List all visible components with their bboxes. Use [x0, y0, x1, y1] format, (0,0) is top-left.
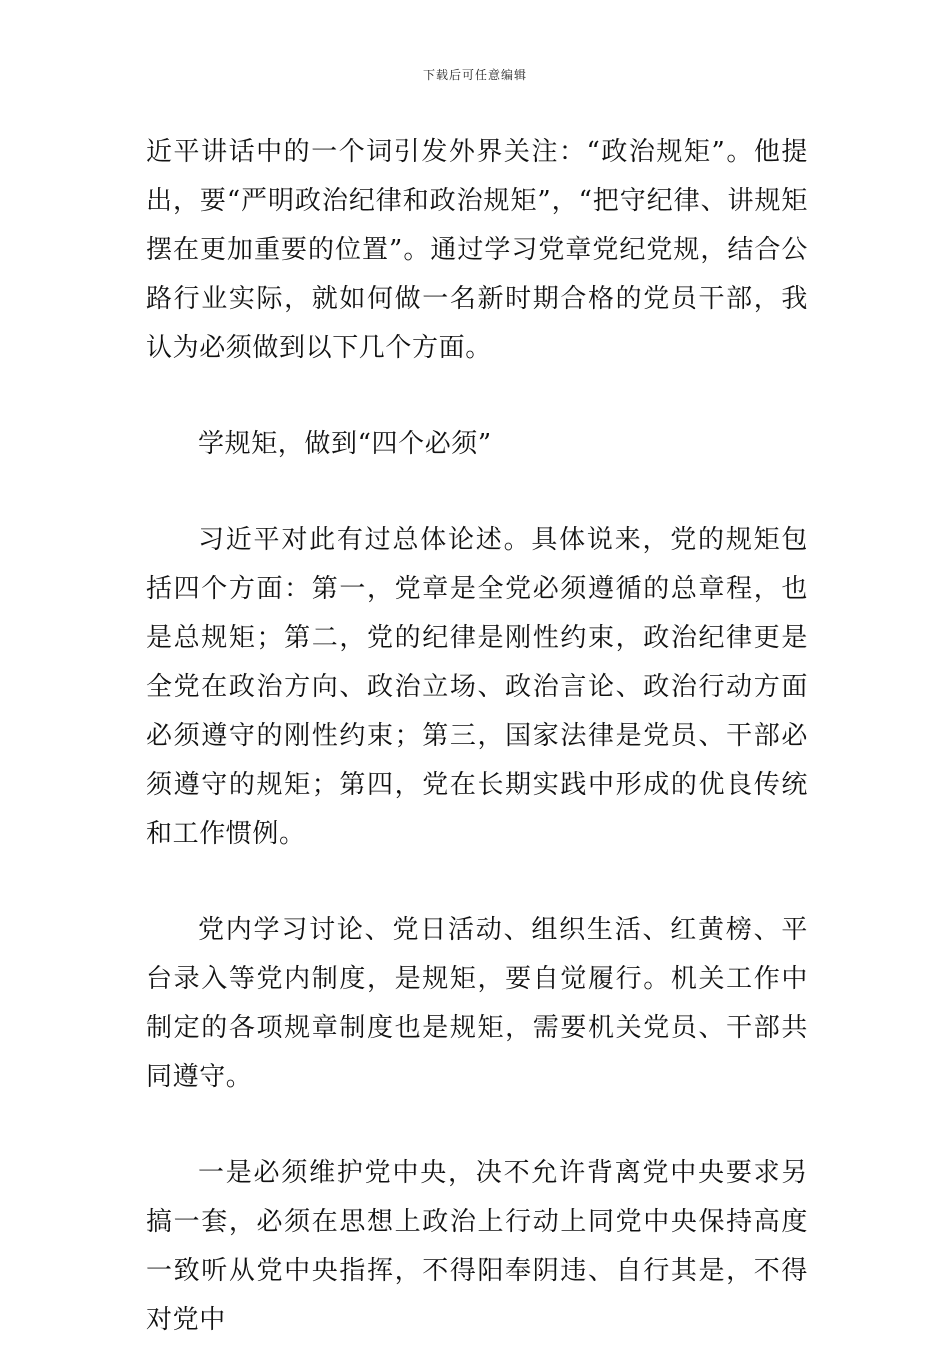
- paragraph-gap: [146, 859, 808, 906]
- paragraph-four-aspects: 习近平对此有过总体论述。具体说来，党的规矩包括四个方面：第一，党章是全党必须遵循的总章程，也是总规矩；第二，党的纪律是刚性约束，政治纪律更是全党在政治方向、政治立场、政治言论、政治行动方面必须遵守的刚性约束；第三，国家法律是党员、干部必须遵守的规矩；第四，党在长期实践中形成的优良传统和工作惯例。: [146, 525, 808, 849]
- paragraph-gap: [146, 373, 808, 420]
- paragraph-first-must: 一是必须维护党中央，决不允许背离党中央要求另搞一套，必须在思想上政治上行动上同党中央保持高度一致听从党中央指挥，不得阳奉阴违、自行其是，不得对党中: [146, 1158, 808, 1335]
- document-body: [146, 128, 808, 1345]
- paragraph-gap: [146, 1102, 808, 1149]
- section-heading: 学规矩，做到“四个必须”: [198, 429, 492, 459]
- paragraph-intro: 近平讲话中的一个词引发外界关注：“政治规矩”。他提出，要“严明政治纪律和政治规矩”，“把守纪律、讲规矩摆在更加重要的位置”。通过学习党章党纪党规，结合公路行业实际，就如何做一名新时期合格的党员干部，我认为必须做到以下几个方面。: [146, 137, 808, 363]
- paragraph-party-systems: 党内学习讨论、党日活动、组织生活、红黄榜、平台录入等党内制度，是规矩，要自觉履行。机关工作中制定的各项规章制度也是规矩，需要机关党员、干部共同遵守。: [146, 915, 808, 1092]
- paragraph-gap: [146, 469, 808, 516]
- header-note: 下载后可任意编辑: [422, 68, 527, 82]
